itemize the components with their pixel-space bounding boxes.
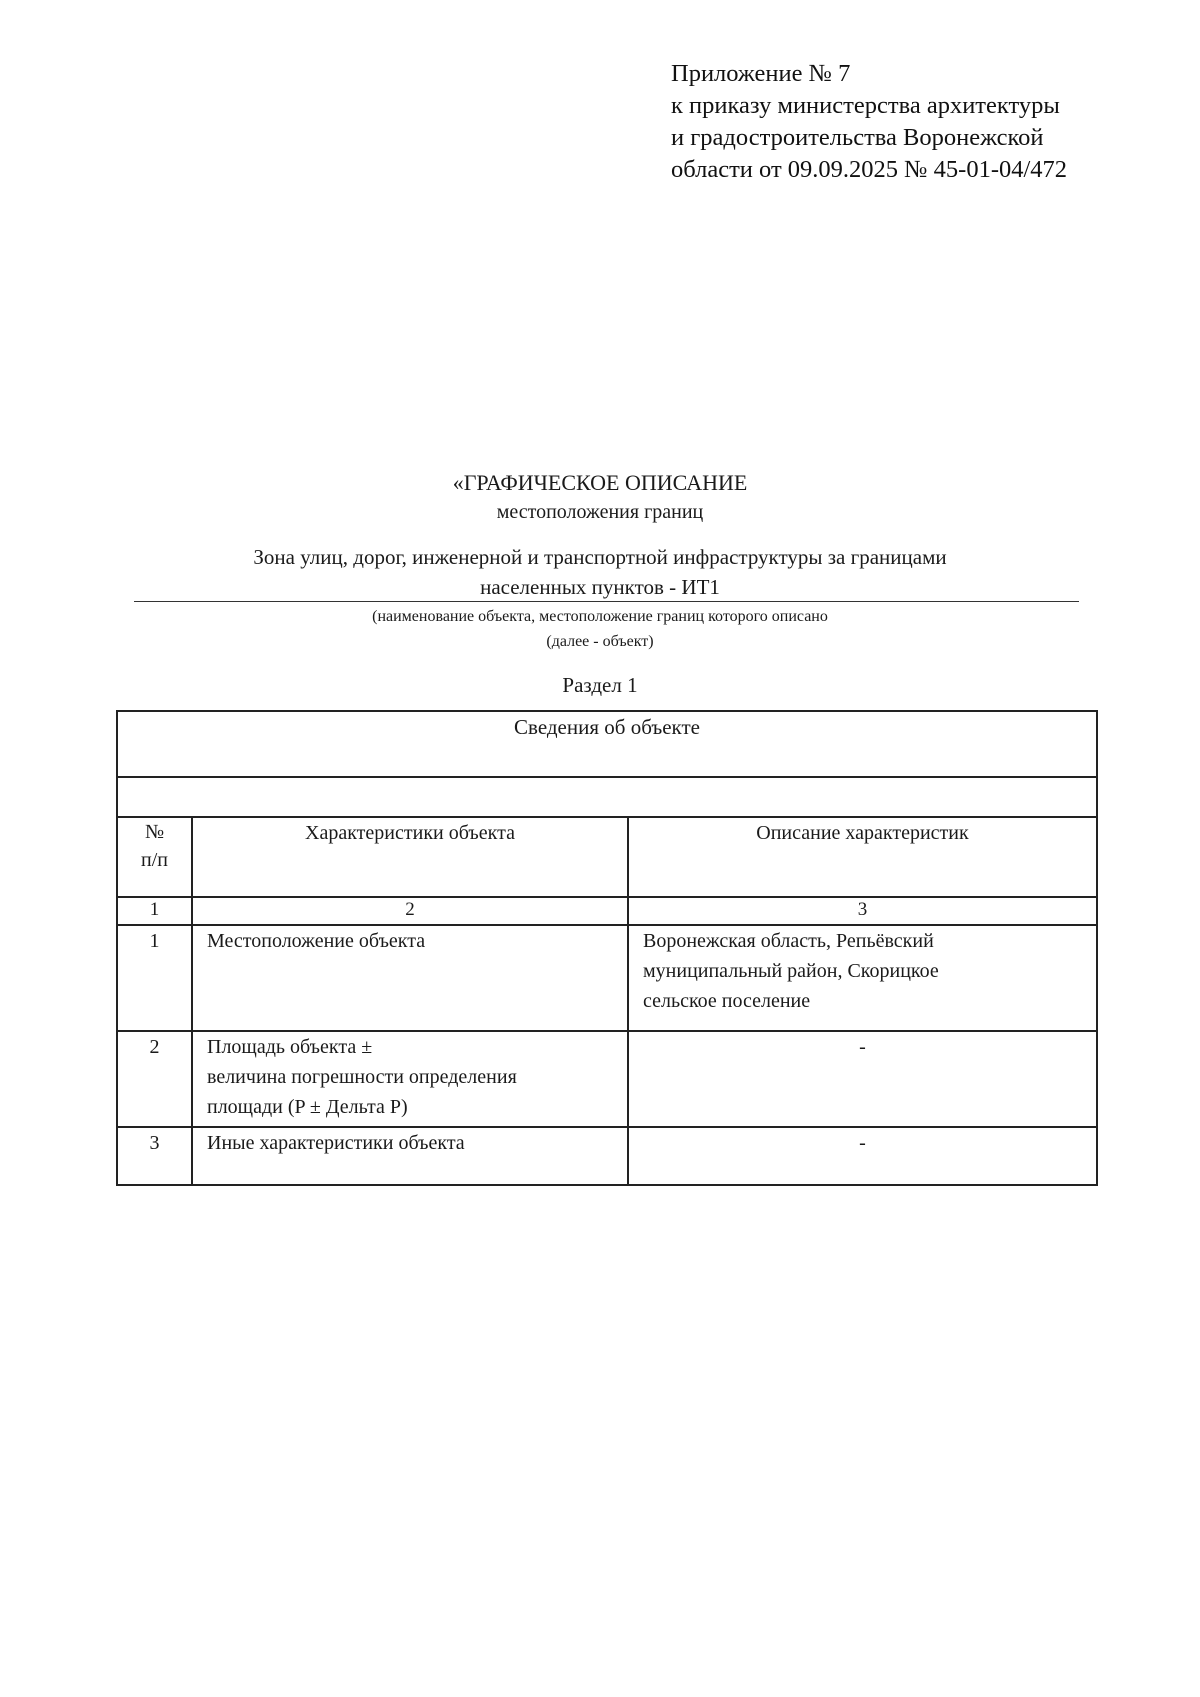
cell-text: Иные характеристики объекта [207, 1132, 465, 1154]
document-subtitle: местоположения границ [496, 501, 704, 523]
object-name-line: Зона улиц, дорог, инженерной и транспортной инфраструктуры за границами [253, 545, 947, 569]
table-empty-row [117, 777, 1097, 817]
header-description: Описание характеристик [628, 817, 1097, 897]
cell-text: Площадь объекта ± [207, 1036, 373, 1058]
row-number: 2 [117, 1031, 192, 1127]
table-row [117, 925, 1097, 1031]
annex-line: Приложение № 7 [671, 60, 851, 87]
row-characteristic [192, 925, 628, 1031]
row-number: 3 [117, 1127, 192, 1185]
table-title: Сведения об объекте [117, 711, 1097, 777]
cell-text: Местоположение объекта [207, 930, 426, 952]
document-title: «ГРАФИЧЕСКОЕ ОПИСАНИЕ [452, 470, 748, 495]
cell-text: величина погрешности определения [207, 1066, 517, 1088]
cell-text: муниципальный район, Скорицкое [643, 960, 939, 982]
row-number: 1 [117, 925, 192, 1031]
cell-text: Воронежская область, Репьёвский [643, 930, 934, 952]
column-index: 3 [628, 897, 1097, 925]
object-name-line: населенных пунктов - ИТ1 [480, 575, 720, 599]
column-index: 1 [117, 897, 192, 925]
annex-line: к приказу министерства архитектуры [671, 92, 1060, 119]
row-characteristic [192, 1127, 628, 1185]
header-num [117, 817, 192, 897]
row-characteristic [192, 1031, 628, 1127]
underline-divider [134, 601, 1079, 602]
object-info-table [116, 710, 1098, 1186]
header-characteristics: Характеристики объекта [192, 817, 628, 897]
section-title: Раздел 1 [562, 673, 638, 697]
cell-text: сельское поселение [643, 990, 811, 1012]
table-row [117, 1127, 1097, 1185]
annex-line: и градостроительства Воронежской [671, 124, 1044, 151]
row-description: - [628, 1031, 1097, 1127]
table-row [117, 1031, 1097, 1127]
column-index: 2 [192, 897, 628, 925]
header-num-label: п/п [141, 849, 168, 871]
row-description [628, 925, 1097, 1031]
object-caption: (наименование объекта, местоположение границ которого описано [372, 608, 828, 625]
object-caption: (далее - объект) [546, 633, 654, 650]
annex-header [671, 58, 1067, 186]
cell-text: площади (P ± Дельта P) [207, 1096, 408, 1118]
header-num-symbol: № [144, 821, 165, 843]
row-description: - [628, 1127, 1097, 1185]
annex-line: области от 09.09.2025 № 45-01-04/472 [671, 156, 1068, 183]
